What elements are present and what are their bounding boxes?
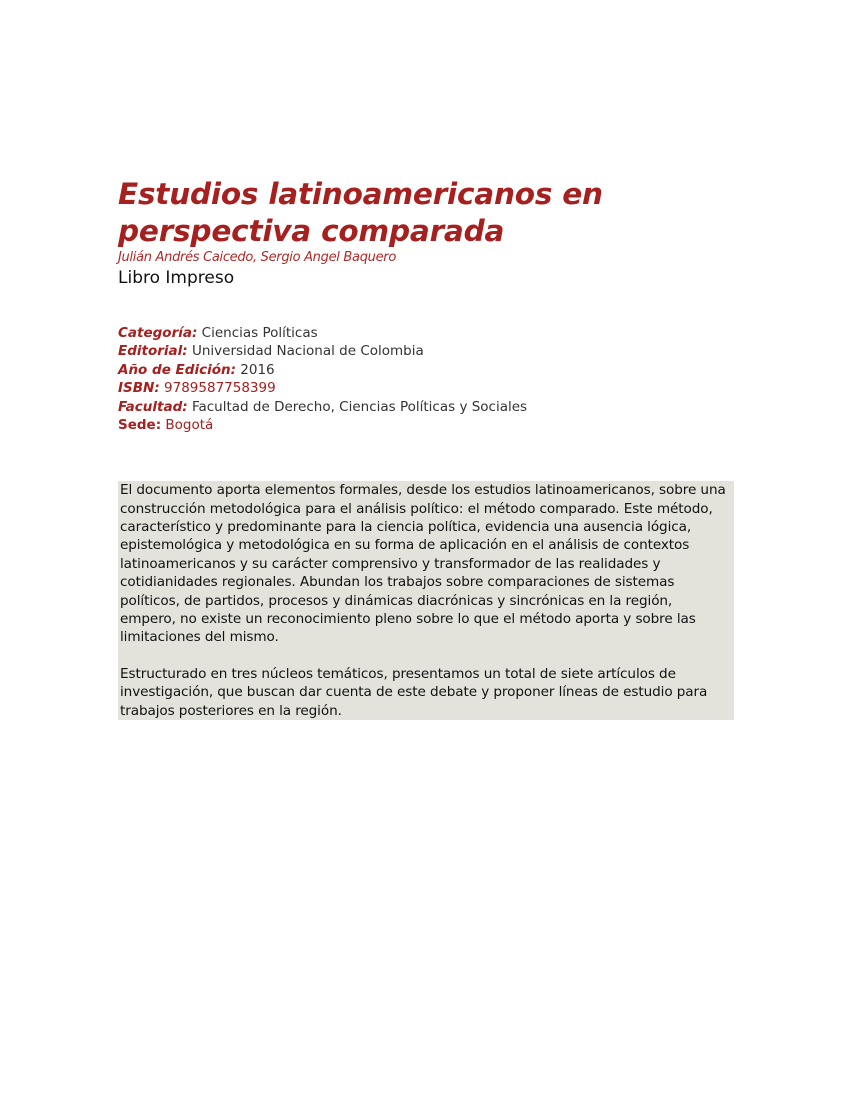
anio-value: 2016	[240, 361, 275, 378]
editorial-value: Universidad Nacional de Colombia	[191, 343, 424, 360]
book-description	[118, 481, 734, 719]
categoria-value: Ciencias Políticas	[201, 325, 318, 341]
meta-row-anio	[118, 361, 734, 379]
isbn-label: ISBN:	[118, 380, 160, 397]
description-paragraph-2: Estructurado en tres núcleos temáticos, presentamos un total de siete artículos de investigación, que buscan dar cuenta de este debate y proponer líneas de estudio para trabajos posteriores en la región.	[120, 665, 708, 719]
meta-row-isbn	[118, 379, 734, 397]
anio-label: Año de Edición:	[118, 361, 236, 378]
book-metadata	[118, 324, 734, 434]
description-paragraph-1: El documento aporta elementos formales, desde los estudios latinoamericanos, sobre una construcción metodológica para el análisis político: el método comparado. Este método, característico y predominante para la ciencia política, evidencia una ausencia lógica, epistemológica y metodológica en su forma de aplicación en el análisis de contextos latinoamericanos y su carácter comprensivo y transformador de las realidades y cotidianidades regionales. Abundan los trabajos sobre comparaciones de sistemas políticos, de partidos, procesos y dinámicas diacrónicas y sincrónicas en la región, empero, no existe un reconocimiento pleno sobre lo que el método aporta y sobre las limitaciones del mismo.	[120, 482, 726, 646]
paragraph-spacer	[118, 647, 734, 665]
book-authors: Julián Andrés Caicedo, Sergio Angel Baquero	[118, 250, 396, 265]
book-format: Libro Impreso	[118, 268, 235, 288]
sede-label: Sede:	[118, 417, 162, 434]
meta-row-facultad	[118, 398, 734, 416]
categoria-label: Categoría:	[118, 325, 198, 341]
meta-row-categoria	[118, 324, 734, 342]
book-title: Estudios latinoamericanos en perspectiva comparada	[118, 177, 603, 248]
book-record	[118, 176, 734, 720]
meta-row-sede	[118, 416, 734, 434]
facultad-value: Facultad de Derecho, Ciencias Políticas y Sociales	[191, 398, 528, 415]
editorial-label: Editorial:	[118, 343, 188, 360]
sede-value: Bogotá	[165, 417, 214, 434]
meta-row-editorial	[118, 342, 734, 360]
facultad-label: Facultad:	[118, 398, 188, 415]
isbn-value: 9789587758399	[164, 380, 276, 397]
